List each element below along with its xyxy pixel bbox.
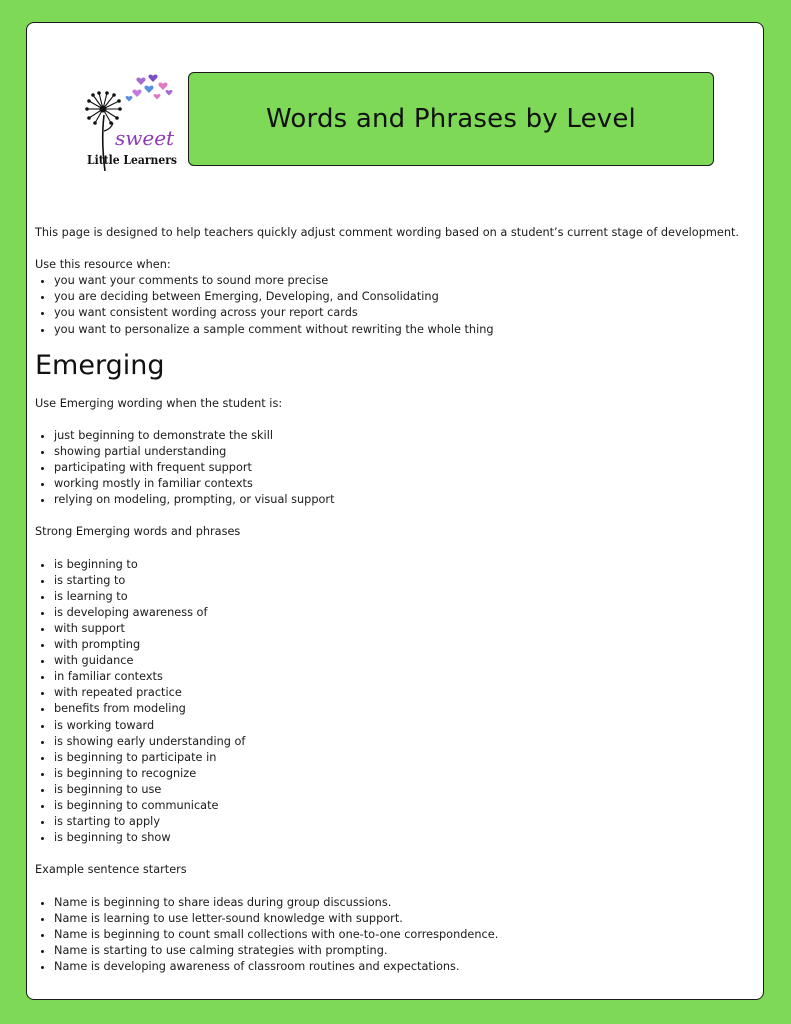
list-item: • Name is starting to use calming strategies with prompting. [54, 943, 760, 959]
list-item: • is developing awareness of [54, 605, 760, 621]
list-item: • you want to personalize a sample comment without rewriting the whole thing [54, 322, 760, 338]
list-item: • benefits from modeling [54, 701, 760, 717]
list-item: • in familiar contexts [54, 669, 760, 685]
list-item: • relying on modeling, prompting, or visual support [54, 492, 760, 508]
list-item: • is beginning to show [54, 830, 760, 846]
list-item: • is beginning to [54, 557, 760, 573]
emerging-use-label: Use Emerging wording when the student is: [35, 396, 283, 410]
list-item: • just beginning to demonstrate the skill [54, 428, 760, 444]
list-item: • you want consistent wording across your report cards [54, 305, 760, 321]
document-page [26, 22, 764, 1000]
list-item: • Name is beginning to count small collections with one-to-one correspondence. [54, 927, 760, 943]
list-item: • is beginning to use [54, 782, 760, 798]
list-item: • is learning to [54, 589, 760, 605]
list-item: • Name is developing awareness of classroom routines and expectations. [54, 959, 760, 975]
sweet-little-learners-logo [83, 71, 183, 171]
list-item: • Name is learning to use letter-sound knowledge with support. [54, 911, 760, 927]
use-when-label: Use this resource when: [35, 258, 171, 272]
list-item: • is beginning to recognize [54, 766, 760, 782]
dandelion-hearts-logo-icon [83, 71, 183, 171]
heart-icons [126, 75, 173, 102]
emerging-words-label: Strong Emerging words and phrases [35, 525, 241, 539]
list-item: • Name is beginning to share ideas during group discussions. [54, 895, 760, 911]
list-item: • working mostly in familiar contexts [54, 476, 760, 492]
title-banner [188, 72, 714, 166]
emerging-starters-label: Example sentence starters [35, 863, 187, 877]
emerging-starters-list [35, 895, 760, 975]
list-item: • with guidance [54, 653, 760, 669]
logo-word-sweet: sweet [115, 126, 175, 150]
document-content [35, 225, 760, 975]
list-item: • showing partial understanding [54, 444, 760, 460]
intro-text: This page is designed to help teachers quickly adjust comment wording based on a student’s current stage of development. [35, 226, 740, 239]
list-item: • is beginning to participate in [54, 750, 760, 766]
list-item: • is beginning to communicate [54, 798, 760, 814]
list-item: • is starting to apply [54, 814, 760, 830]
use-when-list [35, 273, 760, 337]
logo-word-little-learners: Little Learners [87, 153, 178, 167]
list-item: • with repeated practice [54, 685, 760, 701]
emerging-use-list [35, 428, 760, 508]
list-item: • with support [54, 621, 760, 637]
emerging-words-list [35, 557, 760, 847]
page-title: Words and Phrases by Level [266, 104, 636, 134]
list-item: • is showing early understanding of [54, 734, 760, 750]
list-item: • you want your comments to sound more precise [54, 273, 760, 289]
list-item: • is working toward [54, 718, 760, 734]
list-item: • participating with frequent support [54, 460, 760, 476]
list-item: • with prompting [54, 637, 760, 653]
list-item: • you are deciding between Emerging, Developing, and Consolidating [54, 289, 760, 305]
list-item: • is starting to [54, 573, 760, 589]
emerging-heading: Emerging [35, 349, 165, 381]
